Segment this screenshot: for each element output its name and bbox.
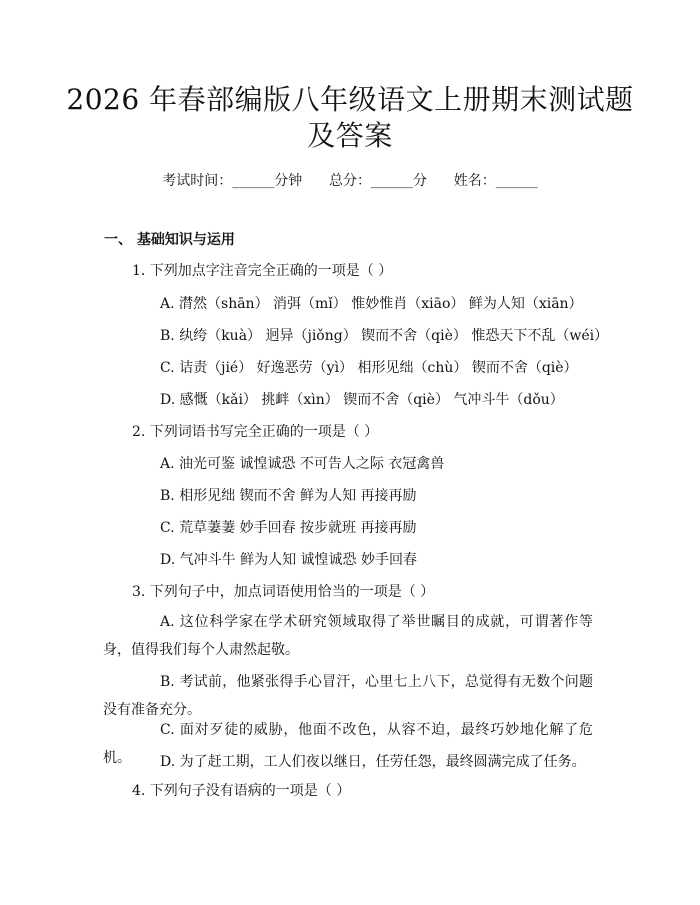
document-title-line-1: 2026 年春部编版八年级语文上册期末测试题 xyxy=(66,83,634,116)
question-3-option-b: B. 考试前，他紧张得手心冒汗，心里七上八下，总觉得有无数个问题没有准备充分。 xyxy=(103,674,593,718)
exam-info-line: 考试时间：______分钟 总分：______分 姓名：______ xyxy=(162,173,538,189)
question-1-stem: 1. 下列加点字注音完全正确的一项是（ ） xyxy=(132,263,393,279)
question-3-option-a: A. 这位科学家在学术研究领域取得了举世瞩目的成就，可谓著作等身，值得我们每个人肃然起敬。 xyxy=(103,614,593,658)
question-2-stem: 2. 下列词语书写完全正确的一项是（ ） xyxy=(132,424,379,440)
question-1-option-d: D. 感慨（kǎi） 挑衅（xìn） 锲而不舍（qiè） 气冲斗牛（dǒu） xyxy=(160,392,564,408)
question-2-option-b: B. 相形见绌 锲而不舍 鲜为人知 再接再励 xyxy=(160,488,417,504)
question-2-option-a: A. 油光可鉴 诚惶诚恐 不可告人之际 衣冠禽兽 xyxy=(160,456,445,472)
question-1-option-a: A. 潸然（shān） 消弭（mǐ） 惟妙惟肖（xiāo） 鲜为人知（xiān） xyxy=(160,296,583,312)
document-title-line-2: 及答案 xyxy=(307,119,393,152)
question-1-option-b: B. 纨绔（kuà） 迥异（jiǒng） 锲而不舍（qiè） 惟恐天下不乱（wéi） xyxy=(160,328,609,344)
question-3-stem: 3. 下列句子中，加点词语使用恰当的一项是（ ） xyxy=(132,584,435,600)
question-2-option-c: C. 荒草萋萋 妙手回春 按步就班 再接再励 xyxy=(160,520,417,536)
question-3-option-d: D. 为了赶工期，工人们夜以继日，任劳任怨，最终圆满完成了任务。 xyxy=(160,754,586,770)
question-4-stem: 4. 下列句子没有语病的一项是（ ） xyxy=(132,783,351,799)
section-heading: 一、 基础知识与运用 xyxy=(104,232,235,248)
question-2-option-d: D. 气冲斗牛 鲜为人知 诚惶诚恐 妙手回春 xyxy=(160,552,417,568)
question-1-option-c: C. 诘责（jié） 好逸恶劳（yì） 相形见绌（chù） 锲而不舍（qiè） xyxy=(160,360,578,376)
question-3-option-c: C. 面对歹徒的威胁，他面不改色，从容不迫，最终巧妙地化解了危机。 xyxy=(103,722,593,766)
